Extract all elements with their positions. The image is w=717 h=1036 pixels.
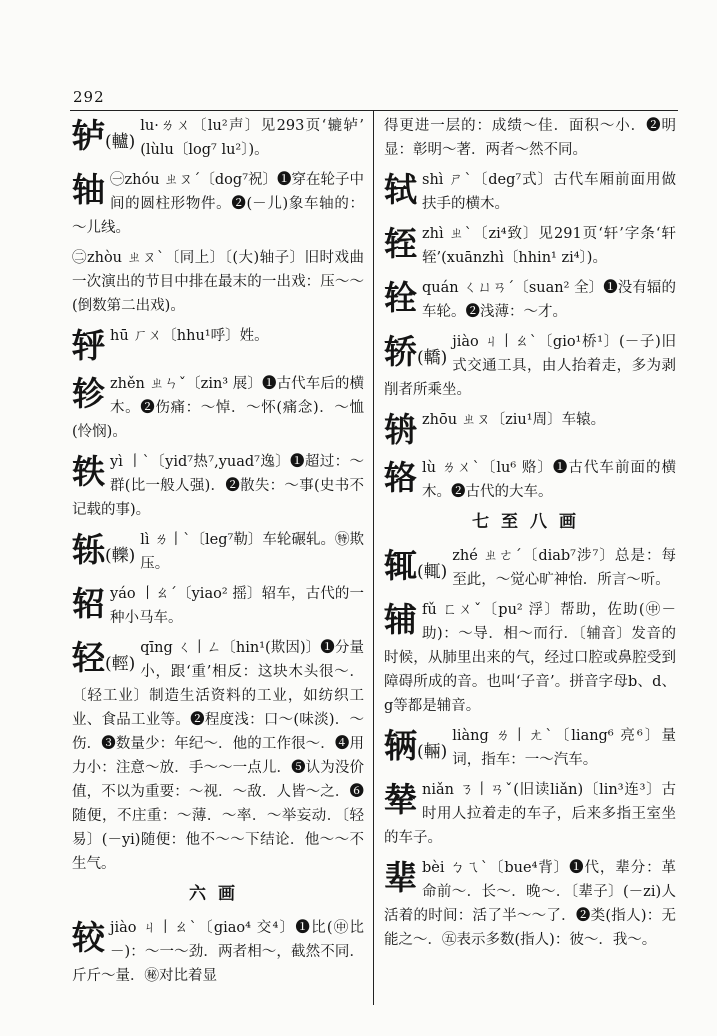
dictionary-entry (384, 222, 676, 270)
entry-definition: qīng ㄑ丨ㄥ〔hin¹(欺因)〕❶分量小，跟‘重’相反：这块木头很～．〔轻工业〕制造生活资料的工业，如纺织工业、食品工业等。❷程度浅：口～(味淡)．～伤．❸数量少：年纪～．他的工作很～．❹用力小：注意～放．手～～一点儿．❺认为没价值，不以为重要：～视．～敌．人皆～之．❻随便，不庄重：～薄．～率．～举妄动．〔轻易〕(－yi)随便：他不～～下结论．他～～不生气。 (72, 640, 364, 872)
section-heading: 六画 (189, 884, 247, 904)
column-divider (373, 110, 374, 1005)
entry-definition: quán ㄑㄩㄢˊ〔suan² 全〕❶没有辐的车轮。❷浅薄：～才。 (422, 280, 676, 320)
entry-definition: niǎn ㄋ丨ㄢˇ(旧读liǎn)〔lin³连³〕古时用人拉着走的车子，后来多指王室坐的车子。 (384, 782, 676, 846)
entry-headword (384, 458, 417, 498)
dictionary-entry (384, 856, 676, 952)
dictionary-entry (384, 276, 676, 324)
headword-char: 较 (72, 918, 105, 957)
headword-char: 轹 (72, 530, 105, 569)
entry-headword (72, 584, 105, 624)
headword-char: 轼 (384, 170, 417, 209)
headword-char: 轳 (72, 116, 105, 155)
entry-headword (72, 918, 105, 958)
entry-definition: hū ㄏㄨ〔hhu¹呼〕姓。 (110, 328, 269, 344)
entry-headword (384, 780, 417, 820)
headword-char: 轸 (72, 374, 105, 413)
dictionary-entry (72, 324, 364, 366)
entry-definition: zhōu ㄓㄡ〔ziu¹周〕车辕。 (422, 412, 606, 428)
entry-headword (384, 726, 447, 772)
dictionary-entry (384, 168, 676, 216)
entry-headword (384, 224, 417, 264)
dictionary-entry (384, 778, 676, 850)
entry-definition: zhì ㄓˋ〔zi⁴致〕见291页‘轩’字条‘轩轾’(xuānzhì〔hhin¹ zi⁴〕)。 (422, 226, 676, 266)
dictionary-entry (72, 168, 364, 240)
dictionary-entry (384, 544, 676, 592)
headword-char: 辆 (384, 726, 417, 765)
header-rule (70, 110, 678, 111)
headword-char: 轶 (72, 452, 105, 491)
dictionary-entry (72, 114, 364, 162)
entry-definition: jiào ㄐ丨ㄠˋ〔gio¹桥¹〕(－子)旧式交通工具，由人抬着走，多为剥削者所乘坐。 (384, 334, 676, 398)
headword-char: 轺 (72, 584, 105, 623)
traditional-form: (轤) (105, 132, 136, 152)
dictionary-entry (72, 636, 364, 876)
entry-definition: lu·ㄌㄨ〔lu²声〕见293页‘辘轳’ (lùlu〔log⁷ lu²〕)。 (140, 118, 364, 158)
dictionary-entry (72, 450, 364, 522)
entry-headword (384, 332, 447, 378)
entry-continuation: ㊁zhòu ㄓㄡˋ〔同上〕〔(大)轴子〕旧时戏曲一次演出的节目中排在最末的一出戏：压～～(倒数第二出戏)。 (72, 250, 364, 314)
entry-definition: zhé ㄓㄜˊ〔diab⁷涉⁷〕总是：每至此，～觉心旷神怡．所言～听。 (452, 548, 676, 588)
traditional-form: (輕) (105, 654, 136, 674)
traditional-form: (轢) (105, 546, 136, 566)
dictionary-entry (72, 528, 364, 576)
entry-definition: yì 丨ˋ〔yid⁷热⁷,yuad⁷逸〕❶超过：～群(比一般人强)．❷散失：～事(史书不记载的事)。 (72, 454, 364, 518)
traditional-form: (輒) (417, 562, 448, 582)
entry-headword (72, 638, 135, 684)
left-column (72, 114, 364, 994)
entry-definition: yáo 丨ㄠˊ〔yiao² 摇〕轺车，古代的一种小马车。 (110, 586, 364, 626)
entry-definition: liàng ㄌ丨ㄤˋ〔liang⁶ 亮⁶〕量词，指车：一～汽车。 (452, 728, 676, 768)
dictionary-entry (72, 582, 364, 630)
traditional-form: (輛) (417, 742, 448, 762)
headword-char: 辂 (384, 458, 417, 497)
headword-char: 轴 (72, 170, 105, 209)
headword-char: 辇 (384, 780, 417, 819)
dictionary-entry (384, 408, 676, 450)
headword-char: 辀 (384, 410, 417, 449)
entry-headword (72, 170, 105, 210)
entry-headword (72, 116, 135, 162)
headword-char: 轻 (72, 638, 105, 677)
dictionary-entry (384, 724, 676, 772)
entry-definition: shì ㄕˋ〔deg⁷式〕古代车厢前面用做扶手的横木。 (422, 172, 676, 212)
section-heading: 七至八画 (472, 512, 588, 532)
headword-char: 辁 (384, 278, 417, 317)
page-number: 292 (73, 88, 105, 106)
entry-headword (72, 452, 105, 492)
dictionary-entry (384, 598, 676, 718)
headword-char: 轷 (72, 326, 105, 365)
headword-char: 辈 (384, 858, 417, 897)
entry-headword (384, 170, 417, 210)
entry-headword (72, 374, 105, 414)
headword-char: 轾 (384, 224, 417, 263)
entry-headword (72, 326, 105, 366)
traditional-form: (轎) (417, 348, 448, 368)
right-column (384, 114, 676, 958)
entry-definition: lù ㄌㄨˋ〔lu⁶ 赂〕❶古代车前面的横木。❷古代的大车。 (422, 460, 676, 500)
dictionary-entry (72, 916, 364, 988)
headword-char: 辄 (384, 546, 417, 585)
headword-char: 轿 (384, 332, 417, 371)
entry-headword (384, 410, 417, 450)
dictionary-entry (384, 330, 676, 402)
entry-headword (384, 858, 417, 898)
entry-definition: jiào ㄐ丨ㄠˋ〔giao⁴ 交⁴〕❶比(㊥比－)：～一～劲．两者相～，截然不同．斤斤～量．㊙对比着显 (72, 920, 364, 984)
entry-headword (384, 600, 417, 640)
entry-definition: ㊀zhóu ㄓㄡˊ〔dog⁷祝〕❶穿在轮子中间的圆柱形物件。❷(－儿)象车轴的：～儿线。 (72, 172, 365, 236)
entry-definition: zhěn ㄓㄣˇ〔zin³ 展〕❶古代车后的横木。❷伤痛：～悼．～怀(痛念)．～恤(怜悯)。 (72, 376, 364, 440)
dictionary-entry (384, 456, 676, 504)
dictionary-entry (72, 372, 364, 444)
entry-continuation: 得更进一层的：成绩～佳．面积～小．❷明显：彰明～著．两者～然不同。 (384, 118, 676, 158)
entry-definition: bèi ㄅㄟˋ〔bue⁴背〕❶代，辈分：革命前～．长～．晚～．〔辈子〕(－zi)人活着的时间：活了半～～了．❷类(指人)：无能之～．㊄表示多数(指人)：彼～．我～。 (384, 860, 676, 948)
entry-headword (384, 278, 417, 318)
entry-headword (384, 546, 447, 592)
entry-headword (72, 530, 135, 576)
headword-char: 辅 (384, 600, 417, 639)
entry-definition: fǔ ㄈㄨˇ〔pu² 浮〕帮助，佐助(㊥－助)：～导．相～而行．〔辅音〕发音的时候，从肺里出来的气，经过口腔或鼻腔受到障碍所成的音。也叫‘子音’。拼音字母b、d、g等都是辅音。 (384, 602, 676, 714)
entry-definition: lì ㄌ丨ˋ〔leg⁷勒〕车轮碾轧。㊕欺压。 (140, 532, 364, 572)
